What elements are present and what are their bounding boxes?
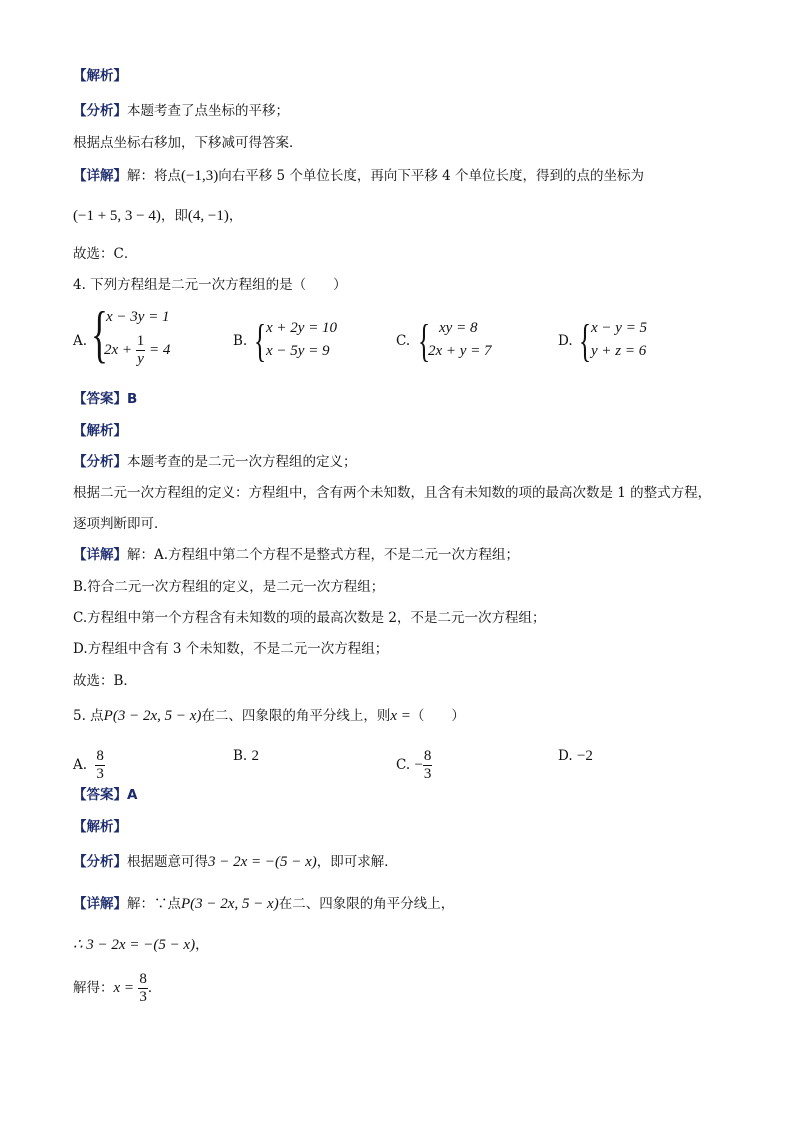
q3-calc bbox=[73, 206, 242, 226]
analysis-tag: 【分析】 bbox=[73, 854, 127, 870]
q4-a-eq2-pre: 2x + bbox=[104, 341, 133, 358]
q4-option-b-label: B. bbox=[233, 333, 248, 349]
q4-analysis bbox=[73, 452, 357, 472]
solve-fraction bbox=[138, 971, 148, 1006]
q3-choice: 故选：C． bbox=[73, 246, 138, 262]
fraction-numerator: 8 bbox=[423, 748, 432, 764]
q5-stem-b: 在二、四象限的角平分线上，则 bbox=[201, 708, 391, 724]
fraction-denominator: y bbox=[137, 351, 144, 367]
minus-sign: − bbox=[414, 757, 423, 773]
q4-option-c-label: C. bbox=[396, 333, 411, 349]
calc-end: ， bbox=[228, 208, 243, 224]
q5-stem-x: x = bbox=[390, 708, 411, 724]
q4-detail-d: D.方程组中含有 3 个未知数，不是二元一次方程组； bbox=[73, 641, 389, 657]
analysis-tag: 【分析】 bbox=[73, 454, 127, 470]
option-label: B. bbox=[233, 748, 248, 764]
option-label: C. bbox=[396, 757, 411, 773]
q5-answer: 【答案】A bbox=[73, 787, 138, 803]
q5-analysis bbox=[73, 852, 398, 872]
detail-text-a: 解：∵点 bbox=[127, 896, 181, 912]
q4-a-eq2 bbox=[104, 333, 170, 368]
q4-d-eq2: y + z = 6 bbox=[591, 343, 647, 359]
q5-solve bbox=[73, 968, 161, 1008]
q5-stem-point: P(3 − 2x, 5 − x) bbox=[103, 708, 202, 724]
option-label: D. bbox=[558, 748, 573, 764]
fraction-denominator: 3 bbox=[423, 766, 432, 782]
calc-result: (4, −1) bbox=[187, 208, 229, 224]
q3-detail bbox=[73, 166, 644, 186]
q4-definition-line1: 根据二元一次方程组的定义：方程组中，含有两个未知数，且含有未知数的项的最高次数是 1 的整式方程， bbox=[73, 485, 712, 501]
brace-icon: { bbox=[254, 315, 267, 366]
jiexi-heading-q4: 【解析】 bbox=[73, 423, 127, 439]
analysis-text: 本题考查了点坐标的平移； bbox=[127, 103, 289, 119]
fraction-denominator: 3 bbox=[139, 989, 147, 1005]
q4-a-fraction bbox=[136, 333, 146, 368]
jiexi-heading-q3: 【解析】 bbox=[73, 68, 127, 84]
analysis-tag: 【分析】 bbox=[73, 103, 127, 119]
detail-point: P(3 − 2x, 5 − x) bbox=[181, 896, 279, 912]
q3-analysis-line2: 根据点坐标右移加，下移减可得答案． bbox=[73, 135, 303, 151]
q4-detail bbox=[73, 545, 519, 565]
q4-a-eq2-post: = 4 bbox=[149, 341, 171, 358]
q5-stem-a: 5. 点 bbox=[73, 708, 104, 724]
brace-icon: { bbox=[418, 315, 431, 366]
detail-tag: 【详解】 bbox=[73, 896, 127, 912]
detail-text: 解：A.方程组中第二个方程不是整式方程，不是二元一次方程组； bbox=[127, 547, 520, 563]
q5-a-fraction bbox=[95, 748, 105, 783]
q4-d-eq1: x − y = 5 bbox=[591, 320, 648, 336]
fraction-denominator: 3 bbox=[96, 766, 104, 782]
calc-mid: ，即 bbox=[160, 208, 188, 224]
fraction-numerator: 1 bbox=[136, 333, 145, 349]
q4-c-eq1: xy = 8 bbox=[439, 320, 478, 336]
q5-stem bbox=[73, 706, 465, 726]
option-value: −2 bbox=[576, 748, 593, 764]
q5-c-fraction bbox=[423, 748, 433, 783]
therefore-end: ， bbox=[195, 937, 209, 953]
q4-option-a-label: A. bbox=[73, 333, 88, 349]
calc-expression: (−1 + 5, 3 − 4) bbox=[73, 208, 161, 224]
q5-option-a bbox=[73, 748, 105, 783]
analysis-text: 本题考查的是二元一次方程组的定义； bbox=[127, 454, 357, 470]
q5-option-c bbox=[396, 748, 432, 783]
option-value: 2 bbox=[251, 748, 260, 764]
detail-text-b: 在二、四象限的角平分线上， bbox=[278, 896, 455, 912]
q5-stem-c: （ ） bbox=[410, 708, 465, 724]
q5-option-b bbox=[233, 748, 259, 765]
q4-c-eq2: 2x + y = 7 bbox=[428, 343, 492, 359]
detail-text-b: 向右平移 5 个单位长度，再向下平移 4 个单位长度，得到的点的坐标为 bbox=[218, 168, 645, 184]
q5-therefore bbox=[73, 935, 209, 955]
analysis-text-b: ，即可求解． bbox=[316, 854, 398, 870]
q4-definition-line2: 逐项判断即可． bbox=[73, 516, 168, 532]
analysis-text-a: 根据题意可得 bbox=[127, 854, 208, 870]
q4-option-d-label: D. bbox=[558, 333, 573, 349]
fraction-numerator: 8 bbox=[96, 748, 104, 764]
solve-x: x = bbox=[113, 980, 135, 996]
q4-b-eq2: x − 5y = 9 bbox=[266, 343, 330, 359]
q4-stem: 4. 下列方程组是二元一次方程组的是（ ） bbox=[73, 277, 347, 293]
therefore-equation: ∴ 3 − 2x = −(5 − x) bbox=[73, 937, 196, 953]
q4-answer: 【答案】B bbox=[73, 391, 138, 407]
q4-b-eq1: x + 2y = 10 bbox=[266, 320, 338, 336]
q5-option-d bbox=[558, 748, 593, 765]
q4-a-eq1: x − 3y = 1 bbox=[106, 309, 170, 325]
point-coord: (−1,3) bbox=[181, 168, 219, 184]
detail-tag: 【详解】 bbox=[73, 168, 127, 184]
q4-choice: 故选：B． bbox=[73, 673, 137, 689]
q3-analysis bbox=[73, 101, 289, 121]
fraction-numerator: 8 bbox=[139, 971, 147, 987]
solve-text: 解得： bbox=[73, 980, 114, 996]
detail-text-a: 解：将点 bbox=[127, 168, 181, 184]
solve-end: ． bbox=[147, 980, 162, 996]
q5-detail bbox=[73, 894, 454, 914]
option-label: A. bbox=[73, 757, 88, 773]
analysis-equation: 3 − 2x = −(5 − x) bbox=[208, 854, 317, 870]
brace-icon: { bbox=[91, 298, 108, 369]
q4-detail-b: B.符合二元一次方程组的定义，是二元一次方程组； bbox=[73, 579, 385, 595]
q4-detail-c: C.方程组中第一个方程含有未知数的项的最高次数是 2，不是二元一次方程组； bbox=[73, 610, 546, 626]
brace-icon: { bbox=[579, 315, 592, 366]
jiexi-heading-q5: 【解析】 bbox=[73, 819, 127, 835]
detail-tag: 【详解】 bbox=[73, 547, 127, 563]
